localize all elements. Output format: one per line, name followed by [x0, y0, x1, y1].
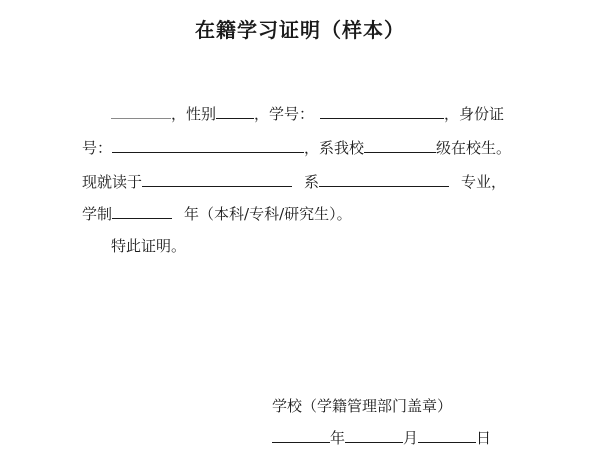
- school-stamp-line: [272, 396, 452, 416]
- date-line: [272, 427, 491, 448]
- id-label: ，身份证: [444, 105, 505, 123]
- year-types-label: 年（本科/专科/研究生）。: [184, 205, 352, 223]
- certify-text: 特此证明。: [111, 237, 187, 255]
- school-label: ，系我校: [304, 139, 365, 157]
- duration-blank[interactable]: [112, 203, 172, 219]
- gender-label: ，性别: [171, 105, 217, 123]
- certify-line: [111, 236, 186, 256]
- id-number-blank[interactable]: [112, 137, 304, 153]
- duration-label: 学制: [82, 205, 113, 223]
- day-blank[interactable]: [418, 427, 476, 443]
- studying-label: 现就读于: [82, 173, 143, 191]
- department-label: 系: [304, 173, 320, 191]
- line-id-school-grade: [82, 137, 511, 158]
- year-blank[interactable]: [272, 427, 330, 443]
- document-title: 在籍学习证明（样本）: [195, 18, 405, 42]
- major-label: 专业，: [461, 173, 507, 191]
- id-label-end: 号：: [82, 139, 113, 157]
- day-label: 日: [476, 429, 492, 447]
- school-stamp-label: 学校（学籍管理部门盖章）: [272, 397, 453, 415]
- grade-label: 级在校生。: [436, 139, 512, 157]
- grade-blank[interactable]: [364, 137, 436, 153]
- year-label: 年: [330, 429, 346, 447]
- line-department-major: [82, 171, 506, 192]
- gender-blank[interactable]: [216, 103, 254, 119]
- department-blank[interactable]: [319, 171, 449, 187]
- line-duration: [82, 203, 352, 224]
- month-blank[interactable]: [345, 427, 403, 443]
- student-no-label: ，学号：: [254, 105, 315, 123]
- line-name-gender-id: [111, 103, 504, 124]
- name-blank[interactable]: [111, 103, 171, 119]
- month-label: 月: [403, 429, 419, 447]
- student-no-blank[interactable]: [320, 103, 444, 119]
- university-blank[interactable]: [142, 171, 292, 187]
